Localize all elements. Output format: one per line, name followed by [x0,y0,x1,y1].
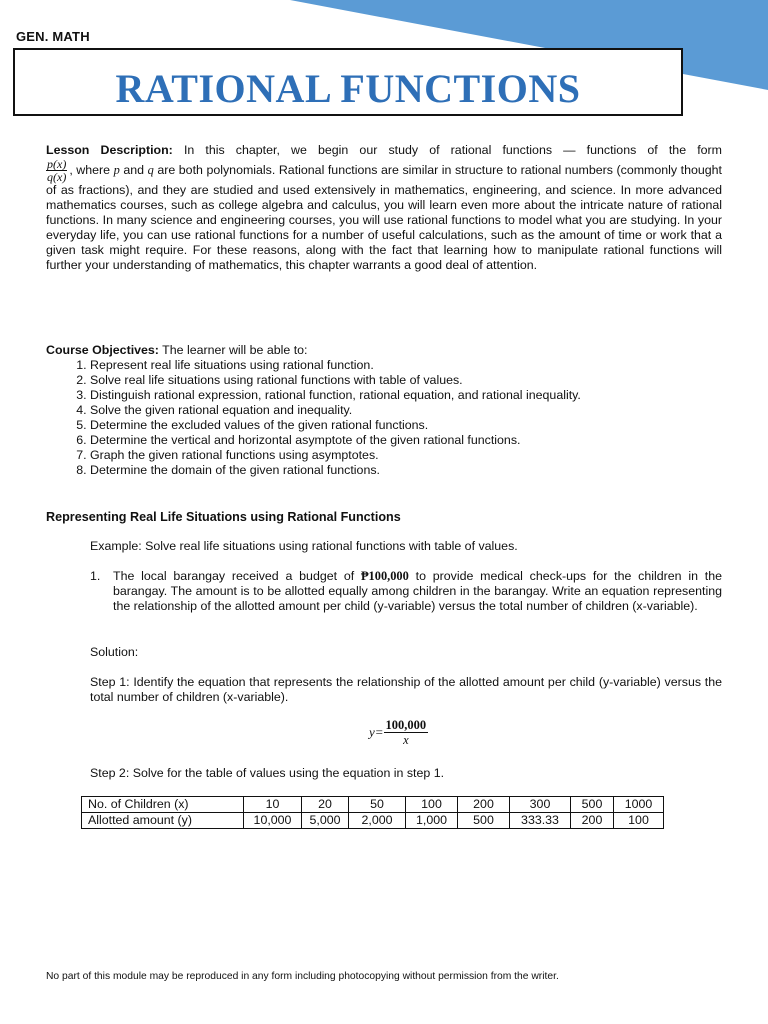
lesson-description-label: Lesson Description: [46,143,173,157]
equation-lhs: y= [369,724,384,740]
section-heading: Representing Real Life Situations using Rational Functions [46,510,401,524]
objective-item: 7. Graph the given rational functions using asymptotes. [90,448,722,463]
lesson-description-body: are both polynomials. Rational functions are similar in structure to rational numbers (commonly thought of as fractions), and they are studied and used extensively in mathematics, engineering, and science. In more advanced mathematics courses, such as college algebra and calculus, you will learn even more about the intricate nature of rational functions. In many science and engineering courses, you will use rational functions to model what you are studying. In your everyday life, you can use rational functions for a number of useful calculations, such as the amount of time or work that a given task might require. For these reasons, along with the fact that learning how to manipulate rational functions will further your understanding of mathematics, this chapter warrants a good deal of attention. [46,162,722,272]
table-cell: 20 [302,797,349,813]
lesson-where: , where [69,162,111,177]
equation-numerator: 100,000 [385,718,427,732]
objective-item: 1. Represent real life situations using rational function. [90,358,722,373]
budget-amount: ₱100,000 [360,569,409,583]
problem-body [113,569,722,614]
page-title: RATIONAL FUNCTIONS [115,66,581,111]
title-box [13,48,683,116]
lesson-description [46,143,722,273]
pq-fraction-numerator: p(x) [47,157,67,171]
table-cell: 100 [406,797,458,813]
subject-label: GEN. MATH [16,29,90,44]
table-cell: 10,000 [244,813,302,829]
course-objectives-intro: The learner will be able to: [162,343,308,357]
equation-denominator: x [403,733,409,747]
equation-fraction [384,718,429,747]
table-row [82,813,664,829]
objective-item: 3. Distinguish rational expression, rational function, rational equation, and rational inequality. [90,388,722,403]
step-2: Step 2: Solve for the table of values using the equation in step 1. [90,766,445,780]
objective-item: 5. Determine the excluded values of the given rational functions. [90,418,722,433]
table-cell: 200 [458,797,510,813]
solution-label: Solution: [90,645,139,659]
table-cell: 500 [571,797,614,813]
pq-fraction [46,158,67,183]
table-cell: 10 [244,797,302,813]
table-cell: 5,000 [302,813,349,829]
problem-number: 1. [90,569,101,583]
table-cell: 100 [614,813,664,829]
step-1: Step 1: Identify the equation that represents the relationship of the allotted amount per child (y-variable) versus the total number of children (x-variable). [90,675,722,704]
table-cell: 200 [571,813,614,829]
var-p: p [113,162,120,177]
table-cell: 1000 [614,797,664,813]
lesson-description-first-line [46,143,722,158]
course-objectives-label: Course Objectives: [46,343,159,357]
objective-item: 8. Determine the domain of the given rational functions. [90,463,722,478]
table-cell: 1,000 [406,813,458,829]
problem-text-after: to provide medical check-ups for the children in the barangay. The amount is to be allotted equally among children in the barangay. Write an equation representing the relationship of the allotted amount per child (y-variable) versus the total number of children (x-variable). [113,569,722,613]
objective-item: 4. Solve the given rational equation and inequality. [90,403,722,418]
pq-fraction-denominator: q(x) [47,170,67,184]
lesson-description-intro: In this chapter, we begin our study of rational functions — functions of the form [183,143,723,157]
table-cell: 2,000 [349,813,406,829]
table-row [82,797,664,813]
table-cell: 500 [458,813,510,829]
var-q: q [147,162,154,177]
example-text: Example: Solve real life situations using rational functions with table of values. [90,539,518,553]
problem-text-before: The local barangay received a budget of [113,569,355,583]
table-cell: 50 [349,797,406,813]
course-objectives [46,343,722,478]
footer-notice: No part of this module may be reproduced in any form including photocopying without permission from the writer. [46,971,559,982]
lesson-and: and [123,162,145,177]
equation [369,718,428,747]
problem-1 [90,569,722,614]
objective-item: 6. Determine the vertical and horizontal asymptote of the given rational functions. [90,433,722,448]
table-cell: 333.33 [510,813,571,829]
row-label-amount: Allotted amount (y) [82,813,244,829]
table-cell: 300 [510,797,571,813]
objective-item: 2. Solve real life situations using rational functions with table of values. [90,373,722,388]
table-of-values [81,796,664,829]
objectives-list [46,358,722,478]
row-label-children: No. of Children (x) [82,797,244,813]
